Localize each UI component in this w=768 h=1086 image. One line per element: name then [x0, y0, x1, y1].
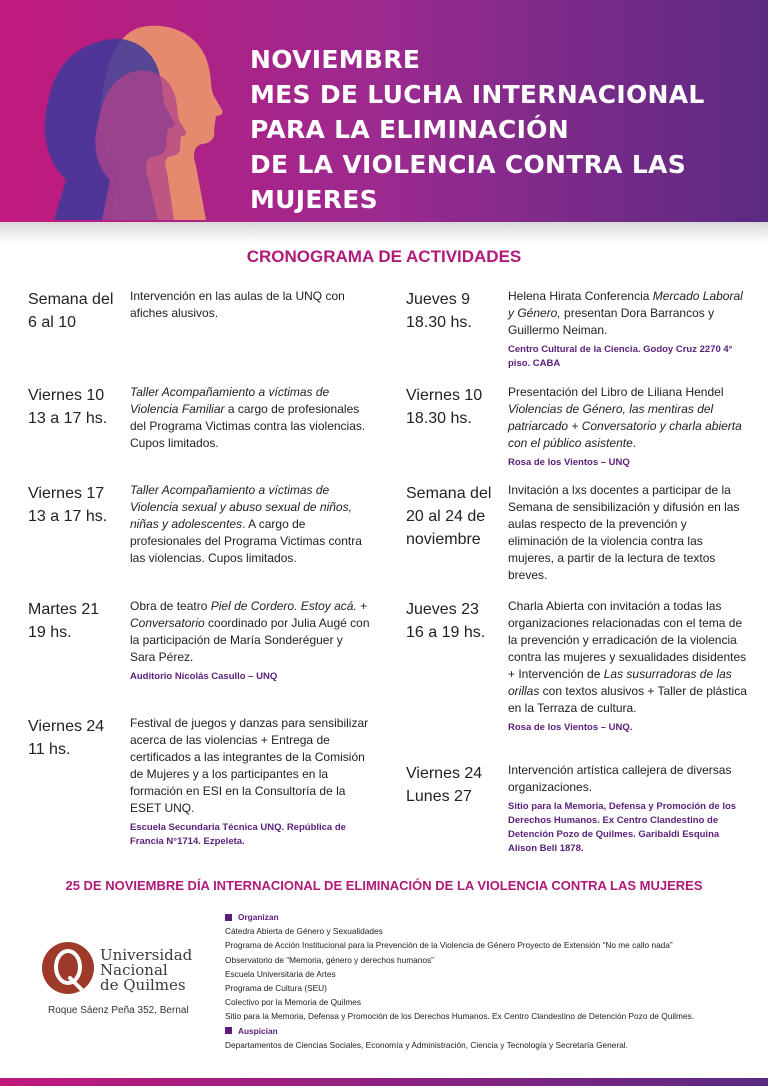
address: Roque Sáenz Peña 352, Bernal: [48, 1005, 189, 1016]
event-date-line: Lunes 27: [406, 788, 472, 805]
event-venue: Auditorio Nicolás Casullo – UNQ: [130, 671, 278, 682]
event-date-line: 20 al 24 de: [406, 508, 486, 525]
square-bullet-icon: [225, 914, 232, 921]
event-date-line: 19 hs.: [28, 624, 72, 641]
sponsor-item: Departamentos de Ciencias Sociales, Economía y Administración, Ciencia y Tecnología y Secretaría General.: [225, 1039, 628, 1050]
organizer-item: Sitio para la Memoria, Defensa y Promoción de los Derechos Humanos. Ex Centro Clandestino de Detención Pozo de Quilmes.: [225, 1011, 695, 1022]
title-line: NOVIEMBRE: [250, 45, 421, 74]
event-date: [406, 762, 482, 808]
event-text-italic: Taller Acompañamiento a víctimas de Violencia sexual y abuso sexual de niños, niñas y adolescentes: [130, 483, 352, 531]
event-date-line: Viernes 24: [406, 765, 483, 782]
event-text: [130, 598, 370, 666]
event-date: [406, 598, 485, 644]
header-banner: [0, 0, 768, 222]
event-description: [508, 482, 748, 584]
title-line: PARA LA ELIMINACIÓN: [250, 115, 569, 144]
event-text: [508, 384, 748, 452]
event-text-segment: Intervención en las aulas de la UNQ con afiches alusivos.: [130, 289, 345, 320]
event-description: [508, 762, 748, 856]
event-description: [130, 482, 370, 567]
event-date-line: Jueves 9: [406, 291, 471, 308]
women-profiles-silhouette-icon: [40, 20, 230, 220]
event-text-segment: Obra de teatro: [130, 599, 211, 613]
event-date: [406, 288, 472, 334]
event-description: [508, 288, 748, 371]
event-text-segment: Charla Abierta con invitación a todas las organizaciones relacionadas con el tema de la prevención y erradicación de la violencia contra las mujeres y sexualidades disidentes + Intervención de: [508, 599, 747, 681]
event-date-line: Viernes 10: [406, 387, 483, 404]
event-text-segment: Helena Hirata Conferencia: [508, 289, 653, 303]
event-date-line: 16 a 19 hs.: [406, 624, 486, 641]
event-date-line: 11 hs.: [28, 741, 71, 758]
event-text: [508, 762, 748, 796]
day-title: 25 DE NOVIEMBRE DÍA INTERNACIONAL DE ELIMINACIÓN DE LA VIOLENCIA CONTRA LAS MUJERES: [65, 878, 703, 893]
event-date: [28, 715, 104, 761]
event-description: [130, 598, 370, 684]
event-venue: Rosa de los Vientos – UNQ: [508, 457, 630, 468]
event-date-line: 13 a 17 hs.: [28, 410, 108, 427]
event-date-line: Viernes 17: [28, 485, 105, 502]
event-date-line: 6 al 10: [28, 314, 77, 331]
event-venue: Sitio para la Memoria, Defensa y Promoción de los Derechos Humanos. Ex Centro Clandestino de Detención Pozo de Quilmes. Garibaldi Esquina Alison Bell 1878.: [508, 801, 737, 854]
auspician-heading: [225, 1024, 694, 1038]
event-date: [28, 482, 107, 528]
bottom-bar: [0, 1078, 768, 1086]
event-text-italic: Las susurradoras de las orillas: [508, 667, 732, 698]
unq-logo-icon: [40, 940, 96, 996]
event-text-italic: Mercado Laboral y Género,: [508, 289, 743, 320]
event-date: [406, 384, 482, 430]
event-date-line: Semana del: [406, 485, 492, 502]
event-text-segment: . A cargo de profesionales del Programa Victimas contra las violencias. Cupos limitados.: [130, 517, 362, 565]
event-text: [130, 288, 370, 322]
event-text-segment: coordinado por Julia Augé con la participación de María Sonderéguer y Sara Pérez.: [130, 616, 370, 664]
square-bullet-icon: [225, 1027, 232, 1034]
organizer-item: Programa de Acción Institucional para la Prevención de la Violencia de Género Proyecto de Extensión “No me callo nada”: [225, 940, 673, 951]
credits: [225, 910, 694, 1052]
university-name-line: de Quilmes: [100, 976, 186, 994]
event-venue: Rosa de los Vientos – UNQ.: [508, 722, 633, 733]
event-text-segment: +: [356, 599, 368, 613]
event-text-segment: con textos alusivos + Taller de plástica en la Terraza de cultura.: [508, 684, 747, 715]
event-date: [406, 482, 491, 551]
event-text: [508, 482, 748, 584]
event-text: [130, 715, 370, 817]
event-date-line: Jueves 23: [406, 601, 479, 618]
event-text-segment: Presentación del Libro de Liliana Hendel: [508, 385, 724, 399]
event-text-italic: Taller Acompañamiento a víctimas de Violencia Familiar: [130, 385, 330, 416]
event-text-italic: Piel de Cordero. Estoy acá.: [210, 599, 357, 613]
event-text: [130, 384, 370, 452]
event-date: [28, 384, 107, 430]
event-date-line: 18.30 hs.: [406, 314, 472, 331]
auspician-label: Auspician: [238, 1025, 278, 1036]
event-description: [130, 715, 370, 849]
event-text-segment: presentan Dora Barrancos y Guillermo Neiman.: [508, 306, 715, 337]
event-date-line: Viernes 24: [28, 718, 105, 735]
event-text-italic: Violencias de Género, las mentiras del patriarcado + Conversatorio y charla abierta con el público asistente: [508, 402, 742, 450]
event-text-segment: Intervención artística callejera de diversas organizaciones.: [508, 763, 732, 794]
schedule-title: CRONOGRAMA DE ACTIVIDADES: [246, 247, 522, 266]
event-date: [28, 288, 113, 334]
event-description: [130, 288, 370, 322]
event-date-line: Martes 21: [28, 601, 100, 618]
university-name: [100, 948, 192, 993]
event-text-segment: .: [632, 436, 637, 450]
event-date-line: Viernes 10: [28, 387, 105, 404]
event-text-segment: Invitación a lxs docentes a participar de la Semana de sensibilización y difusión en las aulas respecto de la prevención y eliminación de la violencia contra las mujeres, a partir de la lectura de textos breves.: [508, 483, 740, 582]
organizer-item: Programa de Cultura (SEU): [225, 983, 327, 994]
organizer-item: Escuela Universitaria de Artes: [225, 968, 336, 979]
organizan-heading: [225, 910, 694, 924]
event-date-line: noviembre: [406, 531, 481, 548]
header-shadow: [0, 222, 768, 244]
event-text: [508, 288, 748, 339]
event-description: [130, 384, 370, 452]
university-name-line: Universidad: [100, 946, 193, 964]
event-venue: Centro Cultural de la Ciencia. Godoy Cruz 2270 4° piso. CABA: [508, 344, 733, 369]
event-text: [130, 482, 370, 567]
organizan-label: Organizan: [238, 912, 279, 922]
event-date-line: Semana del: [28, 291, 114, 308]
organizer-item: Observatorio de “Memoria, género y derechos humanos”: [225, 954, 434, 965]
event-date-line: 18.30 hs.: [406, 410, 472, 427]
organizer-item: Colectivo por la Memoria de Quilmes: [225, 997, 362, 1008]
university-name-line: Nacional: [100, 961, 168, 979]
event-text-segment: Festival de juegos y danzas para sensibilizar acerca de las violencias + Entrega de certificados a las integrantes de la Comisión de Mujeres y a los participantes en la formación en ESI en la Consultoría de la ESET UNQ.: [130, 716, 369, 815]
event-venue: Escuela Secundaria Técnica UNQ. República de Francia N°1714. Ezpeleta.: [130, 822, 346, 847]
event-text-italic: Conversatorio: [130, 616, 205, 630]
event-description: [508, 598, 748, 735]
page-title: [250, 42, 768, 217]
event-text: [508, 598, 748, 717]
event-date: [28, 598, 99, 644]
event-text-segment: a cargo de profesionales del Programa Victimas contra las violencias. Cupos limitados.: [130, 402, 366, 450]
title-line: MES DE LUCHA INTERNACIONAL: [250, 80, 705, 109]
event-description: [508, 384, 748, 470]
event-date-line: 13 a 17 hs.: [28, 508, 108, 525]
title-line: DE LA VIOLENCIA CONTRA LAS MUJERES: [250, 150, 687, 214]
organizer-item: Cátedra Abierta de Género y Sexualidades: [225, 926, 383, 937]
